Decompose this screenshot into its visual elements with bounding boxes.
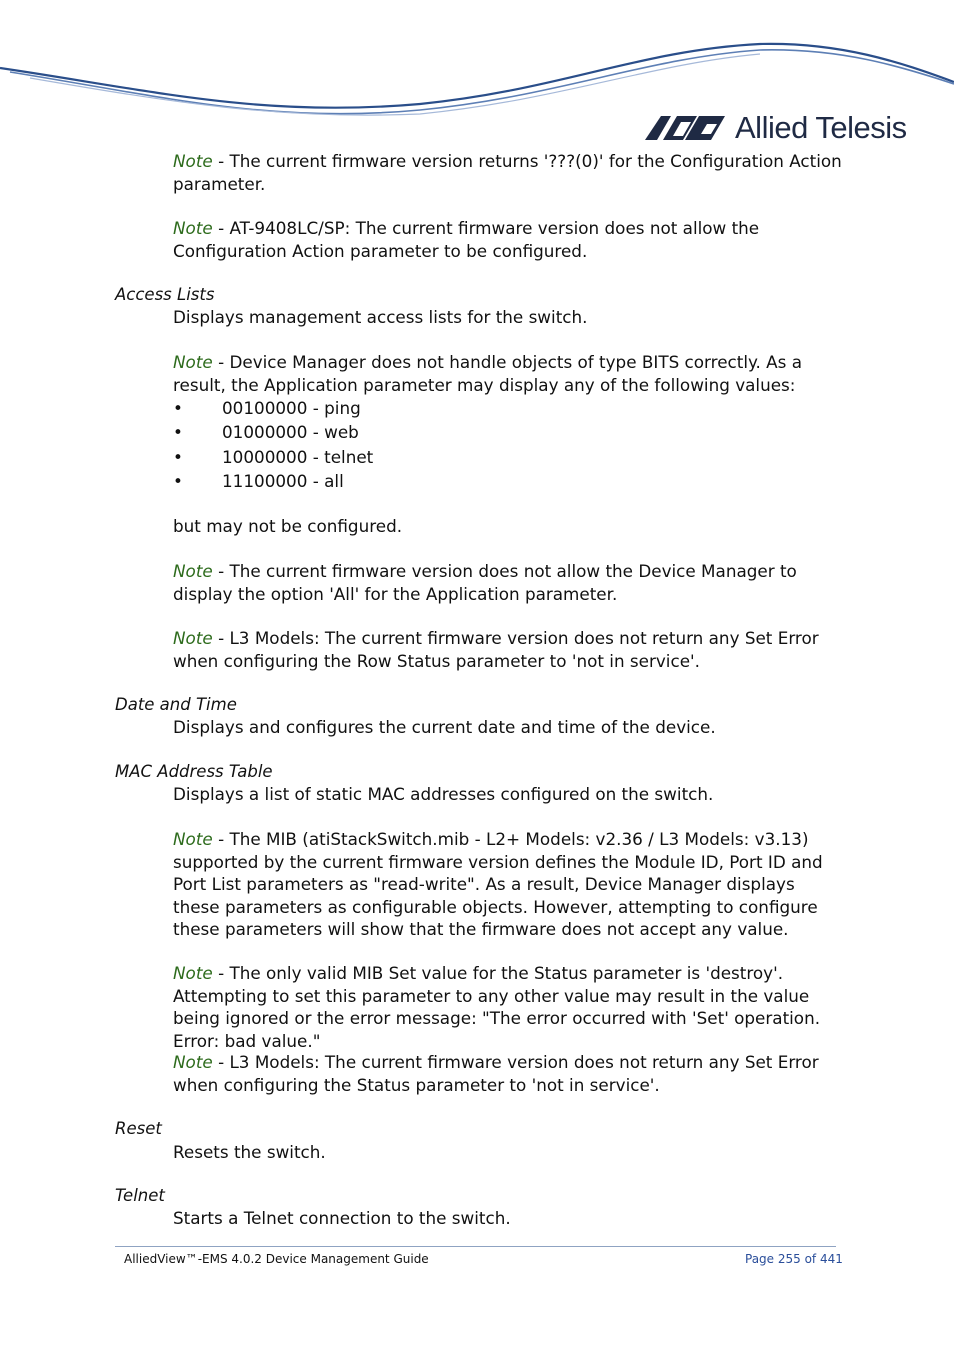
note-label: Note xyxy=(173,963,213,983)
note-text: - The current firmware version returns '???(0)' for the Configuration Action parameter. xyxy=(173,151,842,194)
note-label: Note xyxy=(173,151,213,171)
footer-divider xyxy=(115,1246,836,1247)
note-label: Note xyxy=(173,628,213,648)
list-item: • 00100000 - ping xyxy=(173,397,773,421)
note-text: - AT-9408LC/SP: The current firmware version does not allow the Configuration Action parameter to be configured. xyxy=(173,218,760,261)
section-description: Starts a Telnet connection to the switch. xyxy=(173,1208,511,1228)
note-text: - L3 Models: The current firmware version does not return any Set Error when configuring the Row Status parameter to 'not in service'. xyxy=(173,628,819,671)
section-heading-reset: Reset xyxy=(115,1119,162,1138)
section-heading-date-time: Date and Time xyxy=(115,695,237,714)
paragraph-note xyxy=(173,1051,843,1096)
logo-mark-icon xyxy=(645,114,727,142)
note-text: - The current firmware version does not allow the Device Manager to display the option 'All' for the Application parameter. xyxy=(173,561,797,604)
paragraph-note xyxy=(173,828,843,941)
footer-title: AlliedView™-EMS 4.0.2 Device Management Guide xyxy=(124,1252,429,1266)
list-item: • 11100000 - all xyxy=(173,470,773,494)
bullet-icon: • xyxy=(173,446,183,467)
section-description: Displays and configures the current date and time of the device. xyxy=(173,717,716,737)
bullet-icon: • xyxy=(173,398,183,418)
bullet-icon: • xyxy=(173,471,183,492)
section-description: Displays a list of static MAC addresses configured on the switch. xyxy=(173,784,714,804)
section-heading-mac-table: MAC Address Table xyxy=(115,762,273,781)
allied-telesis-logo xyxy=(645,110,907,146)
note-text: - The only valid MIB Set value for the Status parameter is 'destroy'. Attempting to set this parameter to any other value may result in the value being ignored or the error message: "The error occurred with 'Set' operation. Error: bad value." xyxy=(173,963,821,1051)
note-label: Note xyxy=(173,561,213,581)
paragraph-note xyxy=(173,962,843,1052)
section-description: Resets the switch. xyxy=(173,1142,326,1162)
note-text: - L3 Models: The current firmware version does not return any Set Error when configuring the Status parameter to 'not in service'. xyxy=(173,1052,819,1095)
note-label: Note xyxy=(173,829,213,849)
bullet-icon: • xyxy=(173,422,183,443)
section-heading-telnet: Telnet xyxy=(115,1186,165,1205)
note-label: Note xyxy=(173,218,213,238)
paragraph-note xyxy=(173,217,843,262)
note-label: Note xyxy=(173,352,213,372)
paragraph-note xyxy=(173,351,843,396)
section-description: Displays management access lists for the switch. xyxy=(173,307,588,327)
paragraph: but may not be configured. xyxy=(173,516,403,536)
logo-text: Allied Telesis xyxy=(735,110,907,145)
note-text: - Device Manager does not handle objects of type BITS correctly. As a result, the Application parameter may display any of the following values: xyxy=(173,352,803,395)
bullet-list xyxy=(173,397,773,495)
list-item: • 10000000 - telnet xyxy=(173,446,773,470)
paragraph-note xyxy=(173,560,843,605)
section-heading-access-lists: Access Lists xyxy=(115,285,215,304)
paragraph-note xyxy=(173,627,843,672)
paragraph-note xyxy=(173,150,843,195)
note-label: Note xyxy=(173,1052,213,1072)
list-item: • 01000000 - web xyxy=(173,421,773,445)
footer-page-number: Page 255 of 441 xyxy=(745,1252,843,1266)
note-text: - The MIB (atiStackSwitch.mib - L2+ Models: v2.36 / L3 Models: v3.13) supported by the current firmware version defines the Module ID, Port ID and Port List parameters as "read-write". As a result, Device Manager displays these parameters as configurable objects. However, attempting to configure these parameters will show that the firmware does not accept any value. xyxy=(173,829,823,940)
